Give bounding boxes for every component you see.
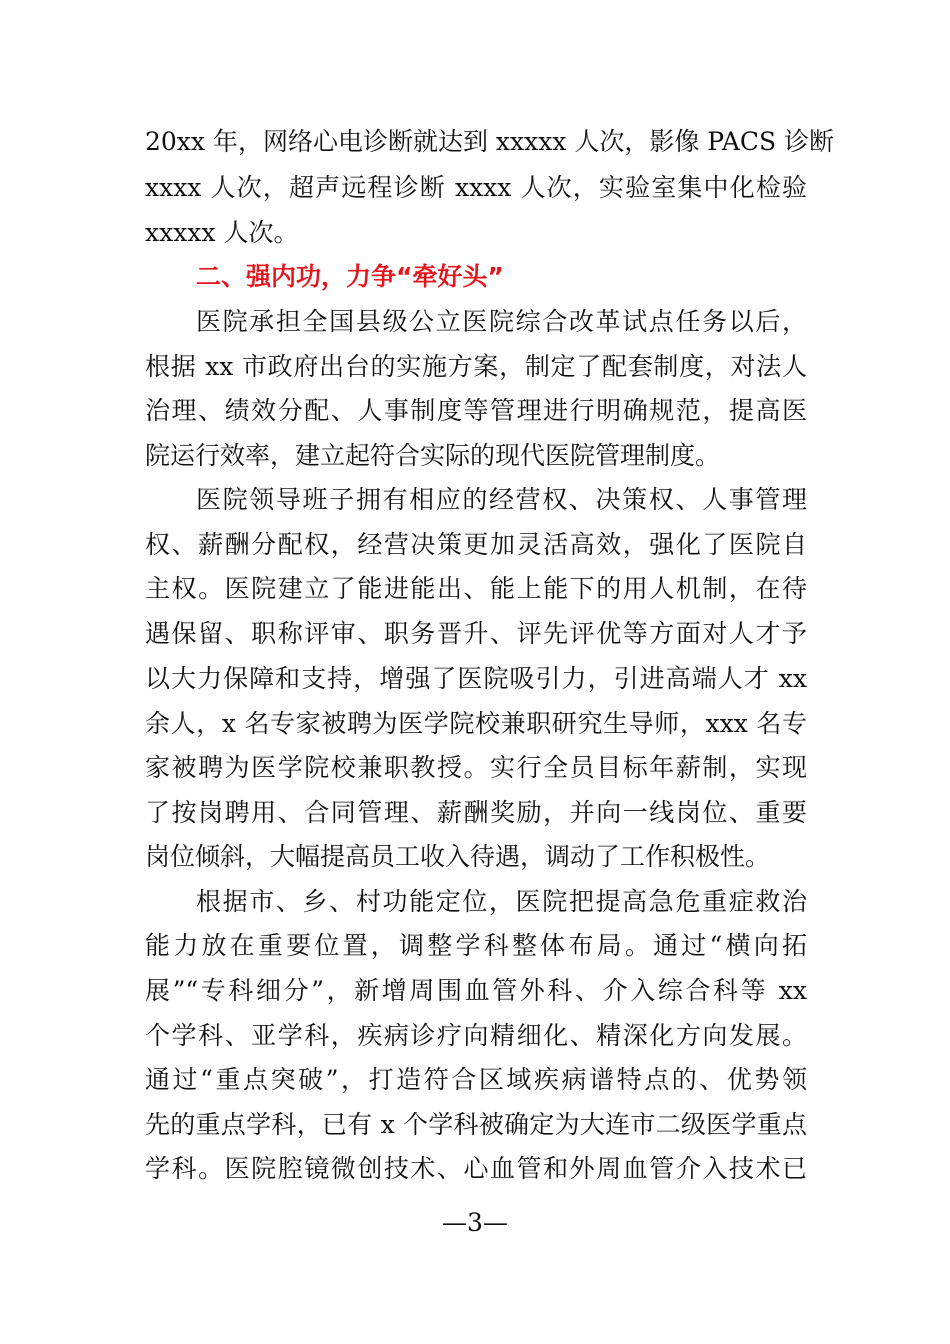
paragraph-2-line-2: 根据 xx 市政府出台的实施方案，制定了配套制度，对法人 (145, 352, 807, 381)
section-heading: 二、强内功，力争“牵好头” (196, 262, 504, 291)
paragraph-4-line-2: 能力放在重要位置，调整学科整体布局。通过“横向拓 (145, 931, 807, 960)
paragraph-3-line-7: 家被聘为医学院校兼职教授。实行全员目标年薪制，实现 (145, 753, 807, 782)
paragraph-4-line-5: 通过“重点突破”，打造符合区域疾病谱特点的、优势领 (145, 1065, 807, 1094)
paragraph-3-line-4: 遇保留、职称评审、职务晋升、评先评优等方面对人才予 (145, 619, 807, 648)
paragraph-1-line-1: 20xx 年，网络心电诊断就达到 xxxxx 人次，影像 PACS 诊断 (145, 127, 835, 156)
paragraph-1-line-3: xxxxx 人次。 (145, 218, 299, 247)
paragraph-3-line-8: 了按岗聘用、合同管理、薪酬奖励，并向一线岗位、重要 (145, 798, 807, 827)
paragraph-3-line-2: 权、薪酬分配权，经营决策更加灵活高效，强化了医院自 (145, 530, 807, 559)
paragraph-3-line-5: 以大力保障和支持，增强了医院吸引力，引进高端人才 xx (145, 664, 807, 693)
paragraph-4-line-3: 展”“专科细分”，新增周围血管外科、介入综合科等 xx (145, 976, 807, 1005)
page-number: —3— (442, 1208, 508, 1237)
paragraph-4-line-7: 学科。医院腔镜微创技术、心血管和外周血管介入技术已 (145, 1154, 807, 1183)
paragraph-4-line-6: 先的重点学科，已有 x 个学科被确定为大连市二级医学重点 (145, 1110, 807, 1139)
paragraph-3-line-3: 主权。医院建立了能进能出、能上能下的用人机制，在待 (145, 574, 807, 603)
paragraph-1-line-2: xxxx 人次，超声远程诊断 xxxx 人次，实验室集中化检验 (145, 173, 807, 202)
paragraph-3-line-9: 岗位倾斜，大幅提高员工收入待遇，调动了工作积极性。 (145, 842, 771, 871)
paragraph-2-line-4: 院运行效率，建立起符合实际的现代医院管理制度。 (145, 441, 721, 470)
paragraph-4-line-1: 根据市、乡、村功能定位，医院把提高急危重症救治 (196, 887, 807, 916)
paragraph-3-line-6: 余人，x 名专家被聘为医学院校兼职研究生导师，xxx 名专 (145, 709, 807, 738)
paragraph-4-line-4: 个学科、亚学科，疾病诊疗向精细化、精深化方向发展。 (145, 1021, 807, 1050)
paragraph-2-line-3: 治理、绩效分配、人事制度等管理进行明确规范，提高医 (145, 396, 807, 425)
paragraph-3-line-1: 医院领导班子拥有相应的经营权、决策权、人事管理 (196, 485, 807, 514)
paragraph-2-line-1: 医院承担全国县级公立医院综合改革试点任务以后， (196, 307, 807, 336)
